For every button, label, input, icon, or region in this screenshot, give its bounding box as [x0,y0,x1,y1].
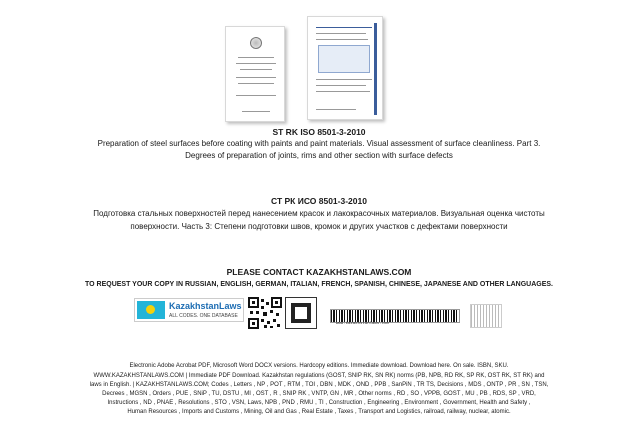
logo-brand: KazakhstanLaws [169,301,242,311]
logo-tagline: ALL CODES. ONE DATABASE [169,313,238,319]
emblem-icon [250,37,262,49]
cover-page-thumbnail [225,26,285,122]
qr-code-secondary-icon [285,297,317,329]
barcode-label: www.kazakhstanlaws.com [336,322,389,326]
footer-line4: Decrees , MGSN , Orders , PUE , SNiP , TU, DSTU , MI , OST , R , SNIP RK , VNTP, GN , MR , Other norms , RD , SO , VPPB, GOST , MU , PB , RDS, SP , VRD, [102,391,536,397]
footer-line5: Instructions , ND , PNAE , Resolutions , STO , VSN, Laws, NPB , PND , RMU , TI , Construction , Engineering , Environment , Government, Health and Safety , [107,400,531,406]
kazakhstanlaws-logo[interactable] [134,298,244,322]
barcode-icon [330,309,460,323]
title-page-thumbnail [307,16,383,120]
description-en-line1: Preparation of steel surfaces before coating with paints and paint materials. Visual assessment of surface cleanliness. Part 3. [97,139,541,148]
title-en: ST RK ISO 8501-3-2010 [272,127,366,137]
footer-line1: Electronic Adobe Acrobat PDF, Microsoft Word DOCX versions. Hardcopy editions. Immediate download. Download here. On sale. ISBN, SKU. [129,363,509,369]
contact-heading[interactable]: PLEASE CONTACT KAZAKHSTANLAWS.COM [226,267,412,277]
flag-icon [137,301,165,319]
footer-line2: WWW.KAZAKHSTANLAWS.COM | Immediate PDF Download. Kazakhstan regulations (GOST, SNIP RK, SN RK) norms (PB, NPB, RD RK, SP RK, OST RK, ST RK) and [93,373,545,379]
qr-code-icon [248,297,282,329]
description-en-line2: Degrees of preparation of joints, rims and other section with surface defects [185,151,453,160]
title-ru: СТ РК ИСО 8501-3-2010 [271,196,367,206]
description-ru-line1: Подготовка стальных поверхностей перед нанесением красок и лакокрасочных материалов. Визуальная оценка чистоты [93,209,545,218]
barcode-stamp-icon [470,304,502,328]
footer-line6: Human Resources , Imports and Customs , Mining, Oil and Gas , Real Estate , Taxes , Transport and Logistics, railroad, railway, nuclear, atomic. [127,409,511,415]
footer-line3: laws in English. | KAZAKHSTANLAWS.COM; Codes , Letters , NP , POT , RTM , TOI , DBN , MDK , OND , PPB , SanPiN , TR TS, Decisions , MDS , ONTP , PR , SN , TSN, [89,382,549,388]
document-cover-thumbnails [225,8,385,124]
languages-line: TO REQUEST YOUR COPY IN RUSSIAN, ENGLISH, GERMAN, ITALIAN, FRENCH, SPANISH, CHINESE, JAPANESE AND OTHER LANGUAGES. [84,281,553,288]
description-ru-line2: поверхности. Часть 3: Степени подготовки швов, кромок и других участков с дефектами поверхности [130,222,508,231]
